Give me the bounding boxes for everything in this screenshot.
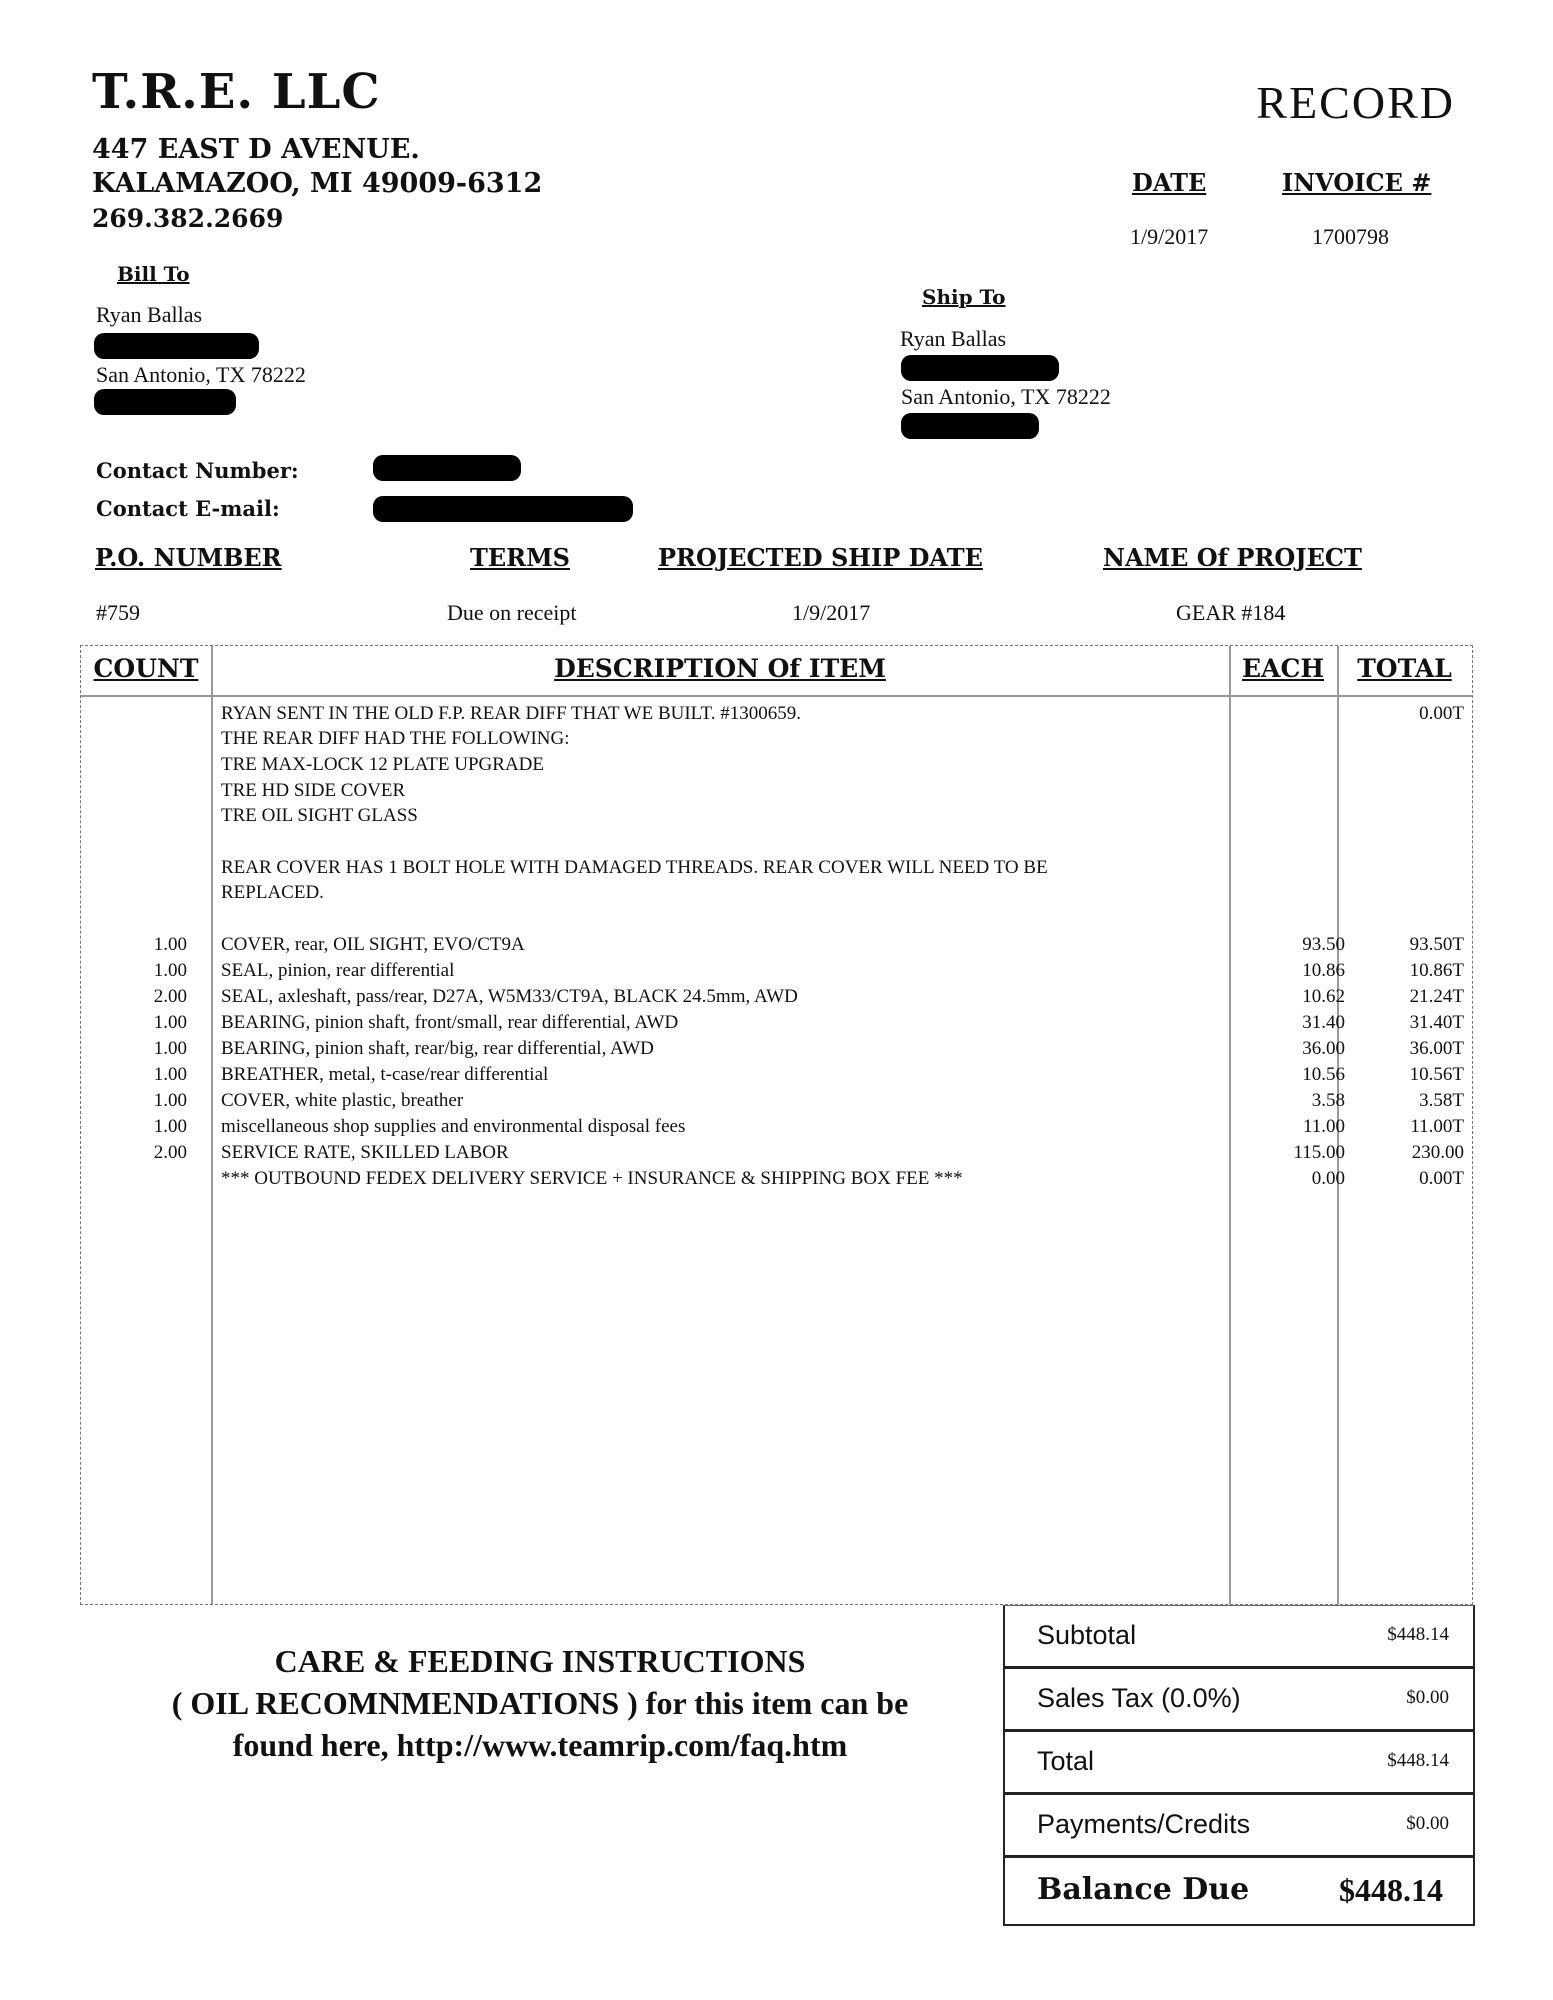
note-line: REPLACED. [221, 882, 324, 903]
table-row [81, 960, 1472, 986]
items-table [80, 645, 1473, 1605]
payments-label: Payments/Credits [1037, 1809, 1251, 1839]
projected-ship-date-value: 1/9/2017 [792, 600, 871, 625]
count-header: COUNT [93, 654, 199, 683]
description-header: DESCRIPTION Of ITEM [554, 654, 886, 683]
item-description: COVER, white plastic, breather [221, 1090, 464, 1111]
balance-due-value: $448.14 [1339, 1872, 1443, 1908]
ship-to-label: Ship To [922, 285, 1006, 309]
table-row [81, 1116, 1472, 1142]
item-total: 93.50T [1409, 934, 1464, 955]
notes-total-row [81, 703, 1472, 729]
item-total: 36.00T [1409, 1038, 1464, 1059]
item-total: 0.00T [1419, 1168, 1464, 1189]
item-each: 10.86 [1302, 960, 1345, 981]
note-line: TRE HD SIDE COVER [221, 780, 406, 801]
note-line: REAR COVER HAS 1 BOLT HOLE WITH DAMAGED THREADS. REAR COVER WILL NEED TO BE [221, 857, 1048, 878]
invoice-label: INVOICE # [1282, 168, 1432, 197]
table-row [81, 934, 1472, 960]
bill-to-city: San Antonio, TX 78222 [96, 362, 306, 387]
item-each: 93.50 [1302, 934, 1345, 955]
item-each: 0.00 [1311, 1168, 1345, 1189]
item-description: BEARING, pinion shaft, front/small, rear differential, AWD [221, 1012, 679, 1033]
invoice-value: 1700798 [1312, 224, 1389, 249]
each-header: EACH [1242, 654, 1324, 683]
notes-total: 0.00T [1419, 703, 1464, 724]
balance-due-row [1005, 1858, 1473, 1924]
item-count: 1.00 [153, 1038, 187, 1059]
contact-number-redaction [373, 455, 521, 481]
item-each: 3.58 [1311, 1090, 1345, 1111]
item-count: 1.00 [153, 934, 187, 955]
care-line2: ( OIL RECOMNMENDATIONS ) for this item can be [171, 1685, 909, 1721]
bill-to-street-redaction [94, 333, 259, 359]
care-line3: found here, http://www.teamrip.com/faq.htm [232, 1727, 848, 1763]
item-each: 36.00 [1302, 1038, 1345, 1059]
bill-to-extra-redaction [94, 389, 236, 415]
item-each: 31.40 [1302, 1012, 1345, 1033]
item-description: *** OUTBOUND FEDEX DELIVERY SERVICE + INSURANCE & SHIPPING BOX FEE *** [221, 1168, 963, 1189]
care-line1: CARE & FEEDING INSTRUCTIONS [274, 1643, 806, 1679]
po-number-label: P.O. NUMBER [95, 543, 282, 572]
balance-due-label: Balance Due [1037, 1872, 1250, 1907]
ship-to-city: San Antonio, TX 78222 [901, 384, 1111, 409]
payments-value: $0.00 [1406, 1813, 1449, 1834]
subtotal-label: Subtotal [1037, 1620, 1137, 1650]
project-name-value: GEAR #184 [1176, 600, 1286, 625]
item-each: 115.00 [1293, 1142, 1345, 1163]
item-count: 1.00 [153, 1116, 187, 1137]
item-each: 10.56 [1302, 1064, 1345, 1085]
po-number-value: #759 [96, 600, 140, 625]
item-count: 2.00 [153, 1142, 187, 1163]
bill-to-label: Bill To [117, 262, 190, 286]
table-row [81, 1064, 1472, 1090]
item-count: 1.00 [153, 1064, 187, 1085]
table-row [81, 1012, 1472, 1038]
item-total: 3.58T [1419, 1090, 1464, 1111]
project-name-label: NAME Of PROJECT [1103, 543, 1362, 572]
contact-number-label: Contact Number: [96, 458, 299, 483]
item-total: 11.00T [1410, 1116, 1464, 1137]
item-each: 11.00 [1302, 1116, 1345, 1137]
ship-to-extra-redaction [901, 413, 1039, 439]
note-line: TRE MAX-LOCK 12 PLATE UPGRADE [221, 754, 544, 775]
contact-email-label: Contact E-mail: [96, 496, 280, 521]
note-line: THE REAR DIFF HAD THE FOLLOWING: [221, 728, 570, 749]
sales-tax-row [1005, 1669, 1473, 1732]
table-row [81, 1038, 1472, 1064]
item-description: BREATHER, metal, t-case/rear differential [221, 1064, 549, 1085]
company-phone: 269.382.2669 [92, 204, 284, 233]
table-row [81, 1090, 1472, 1116]
total-label: Total [1037, 1746, 1095, 1776]
table-row [81, 1142, 1472, 1168]
sales-tax-value: $0.00 [1406, 1687, 1449, 1708]
item-count: 1.00 [153, 1090, 187, 1111]
item-count: 1.00 [153, 1012, 187, 1033]
company-name: T.R.E. LLC [92, 64, 381, 120]
item-count: 1.00 [153, 960, 187, 981]
payments-row [1005, 1795, 1473, 1858]
subtotal-value: $448.14 [1387, 1624, 1449, 1645]
totals-box [1003, 1605, 1475, 1926]
terms-label: TERMS [470, 543, 570, 572]
table-row [81, 1168, 1472, 1194]
date-value: 1/9/2017 [1130, 224, 1209, 249]
item-total: 230.00 [1411, 1142, 1464, 1163]
item-each: 10.62 [1302, 986, 1345, 1007]
total-value: $448.14 [1387, 1750, 1449, 1771]
contact-email-redaction [373, 496, 633, 522]
sales-tax-label: Sales Tax (0.0%) [1037, 1683, 1241, 1713]
item-count: 2.00 [153, 986, 187, 1007]
item-total: 31.40T [1409, 1012, 1464, 1033]
item-description: SERVICE RATE, SKILLED LABOR [221, 1142, 509, 1163]
company-address-line1: 447 EAST D AVENUE. [92, 134, 420, 165]
item-description: SEAL, pinion, rear differential [221, 960, 455, 981]
subtotal-row [1005, 1606, 1473, 1669]
item-description: miscellaneous shop supplies and environmental disposal fees [221, 1116, 686, 1137]
total-row [1005, 1732, 1473, 1795]
ship-to-street-redaction [901, 355, 1059, 381]
projected-ship-date-label: PROJECTED SHIP DATE [658, 543, 983, 572]
item-description: SEAL, axleshaft, pass/rear, D27A, W5M33/CT9A, BLACK 24.5mm, AWD [221, 986, 798, 1007]
item-description: COVER, rear, OIL SIGHT, EVO/CT9A [221, 934, 525, 955]
item-description: BEARING, pinion shaft, rear/big, rear differential, AWD [221, 1038, 654, 1059]
note-line: RYAN SENT IN THE OLD F.P. REAR DIFF THAT WE BUILT. #1300659. [221, 703, 801, 724]
document-title: RECORD [1256, 77, 1455, 128]
item-total: 21.24T [1409, 986, 1464, 1007]
company-address-line2: KALAMAZOO, MI 49009-6312 [92, 168, 543, 199]
table-row [81, 986, 1472, 1012]
total-header: TOTAL [1357, 654, 1452, 683]
terms-value: Due on receipt [447, 600, 577, 625]
bill-to-name: Ryan Ballas [96, 302, 203, 327]
care-instructions [110, 1640, 970, 1766]
ship-to-name: Ryan Ballas [900, 326, 1007, 351]
date-label: DATE [1132, 168, 1207, 197]
item-total: 10.86T [1409, 960, 1464, 981]
note-line: TRE OIL SIGHT GLASS [221, 805, 418, 826]
item-total: 10.56T [1409, 1064, 1464, 1085]
